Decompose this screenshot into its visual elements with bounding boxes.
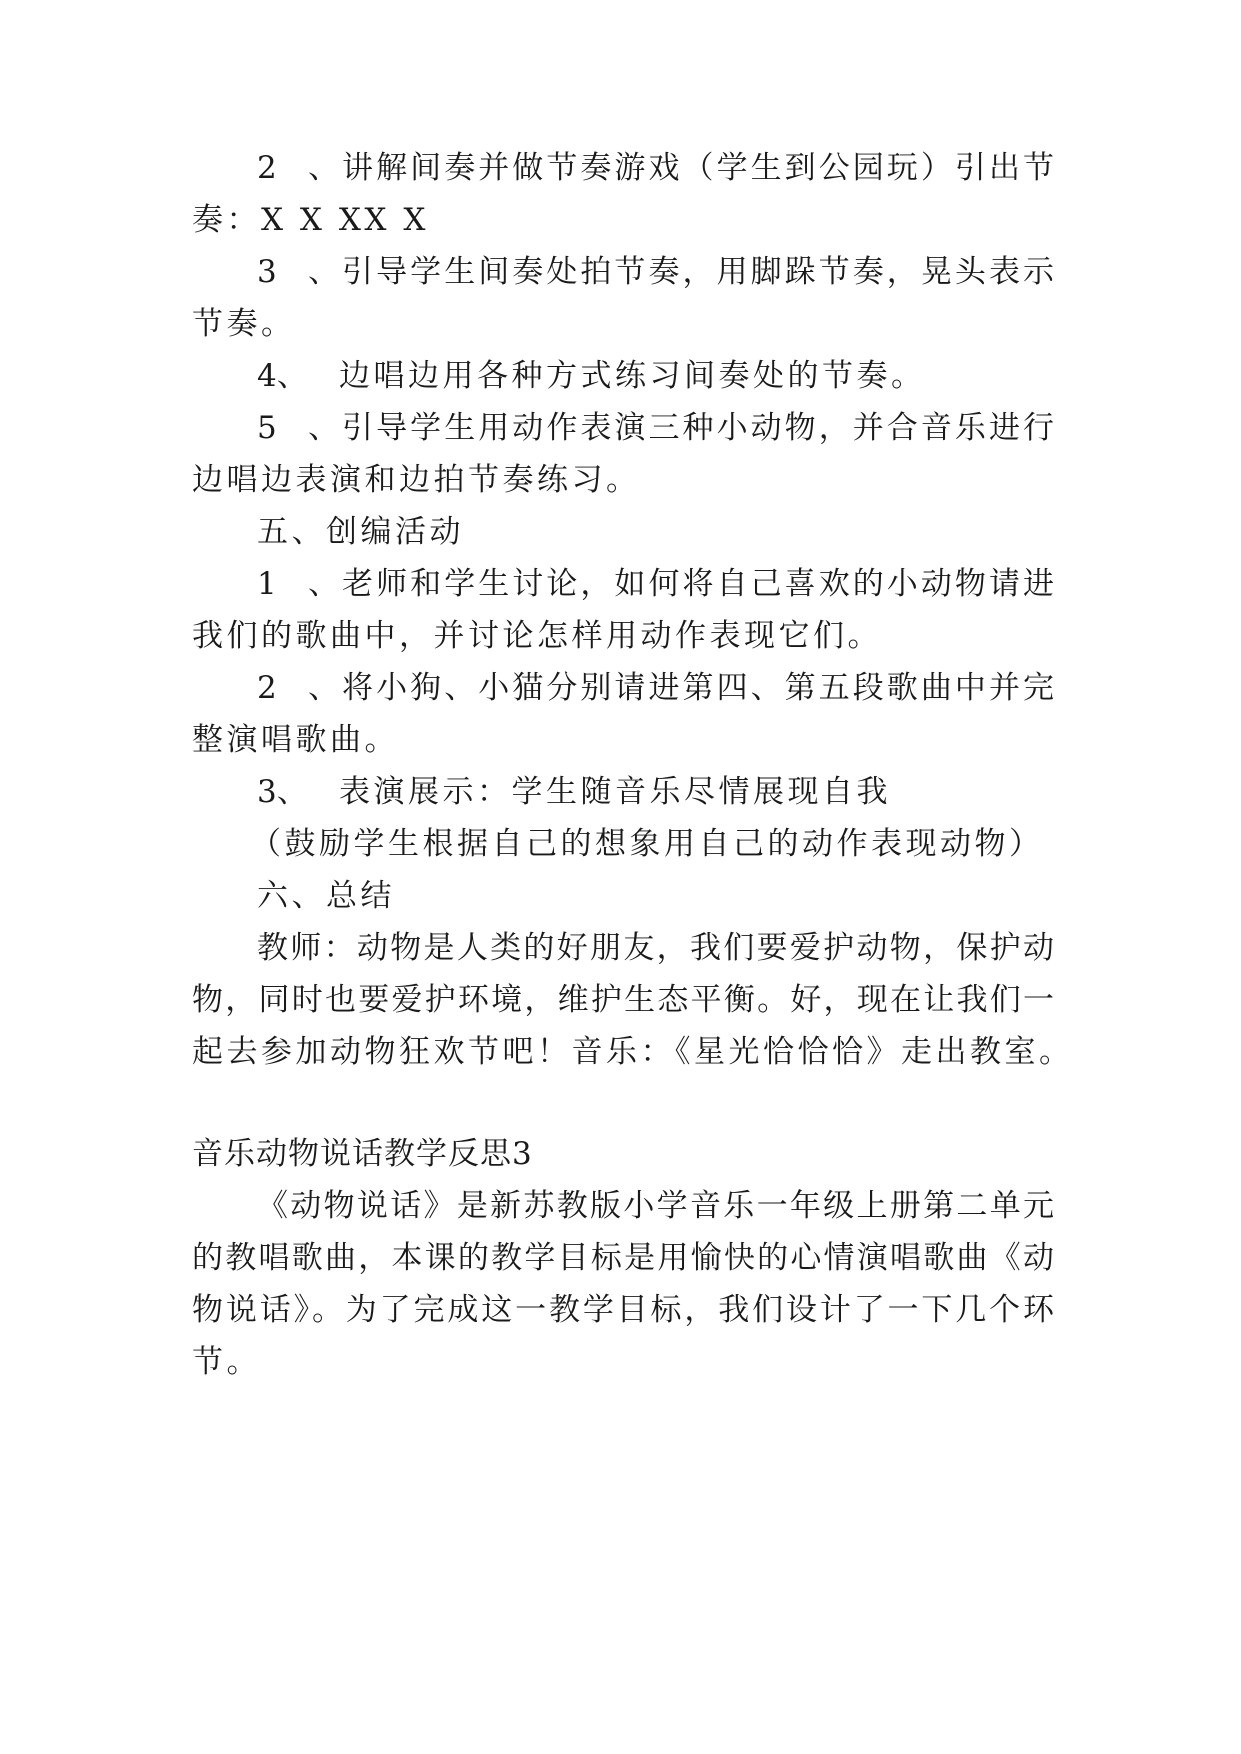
rhythm-step-2	[257, 148, 1054, 188]
create-step-1-continuation: 我们的歌曲中，并讨论怎样用动作表现它们。	[192, 618, 882, 654]
step-text: 讲解间奏并做节奏游戏（学生到公园玩）引出节	[339, 150, 1054, 186]
summary-line-1: 教师：动物是人类的好朋友，我们要爱护动物，保护动	[257, 930, 1054, 966]
section-6-title: 六、总结	[257, 878, 395, 914]
create-step-3	[257, 772, 891, 812]
step-text: 引导学生用动作表演三种小动物，并合音乐进行	[339, 410, 1054, 446]
reflection-heading: 音乐动物说话教学反思3	[192, 1136, 533, 1172]
summary-line-3: 起去参加动物狂欢节吧！音乐：《星光恰恰恰》走出教室。	[192, 1034, 1074, 1070]
step-text: 边唱边用各种方式练习间奏处的节奏。	[339, 358, 926, 394]
encourage-note: （鼓励学生根据自己的想象用自己的动作表现动物）	[250, 826, 1044, 862]
create-step-2-continuation: 整演唱歌曲。	[192, 722, 399, 758]
section-5-title: 五、创编活动	[257, 514, 464, 550]
step-number: 3、	[257, 774, 308, 810]
step-number: 4、	[257, 358, 308, 394]
step-text: 表演展示：学生随音乐尽情展现自我	[339, 774, 891, 810]
rhythm-step-3-continuation: 节奏。	[192, 306, 296, 342]
step-number: 2、	[257, 670, 339, 706]
step-number: 2、	[257, 150, 339, 186]
reflection-line-4: 节。	[192, 1344, 261, 1380]
rhythm-step-5-continuation: 边唱边表演和边拍节奏练习。	[192, 462, 641, 498]
create-step-1	[257, 564, 1054, 604]
rhythm-step-3	[257, 252, 1054, 292]
reflection-line-3: 物说话》。为了完成这一教学目标，我们设计了一下几个环	[192, 1292, 1054, 1328]
step-number: 1、	[257, 566, 339, 602]
step-text: 将小狗、小猫分别请进第四、第五段歌曲中并完	[339, 670, 1054, 706]
rhythm-step-2-continuation: 奏：X X XX X	[192, 202, 429, 238]
rhythm-step-5	[257, 408, 1054, 448]
rhythm-step-4	[257, 356, 926, 396]
reflection-line-1: 《动物说话》是新苏教版小学音乐一年级上册第二单元	[257, 1188, 1054, 1224]
step-number: 5、	[257, 410, 339, 446]
step-text: 引导学生间奏处拍节奏，用脚跺节奏，晃头表示	[339, 254, 1054, 290]
step-text: 老师和学生讨论，如何将自己喜欢的小动物请进	[339, 566, 1054, 602]
step-number: 3、	[257, 254, 339, 290]
create-step-2	[257, 668, 1054, 708]
reflection-line-2: 的教唱歌曲，本课的教学目标是用愉快的心情演唱歌曲《动	[192, 1240, 1054, 1276]
summary-line-2: 物，同时也要爱护环境，维护生态平衡。好，现在让我们一	[192, 982, 1054, 1018]
